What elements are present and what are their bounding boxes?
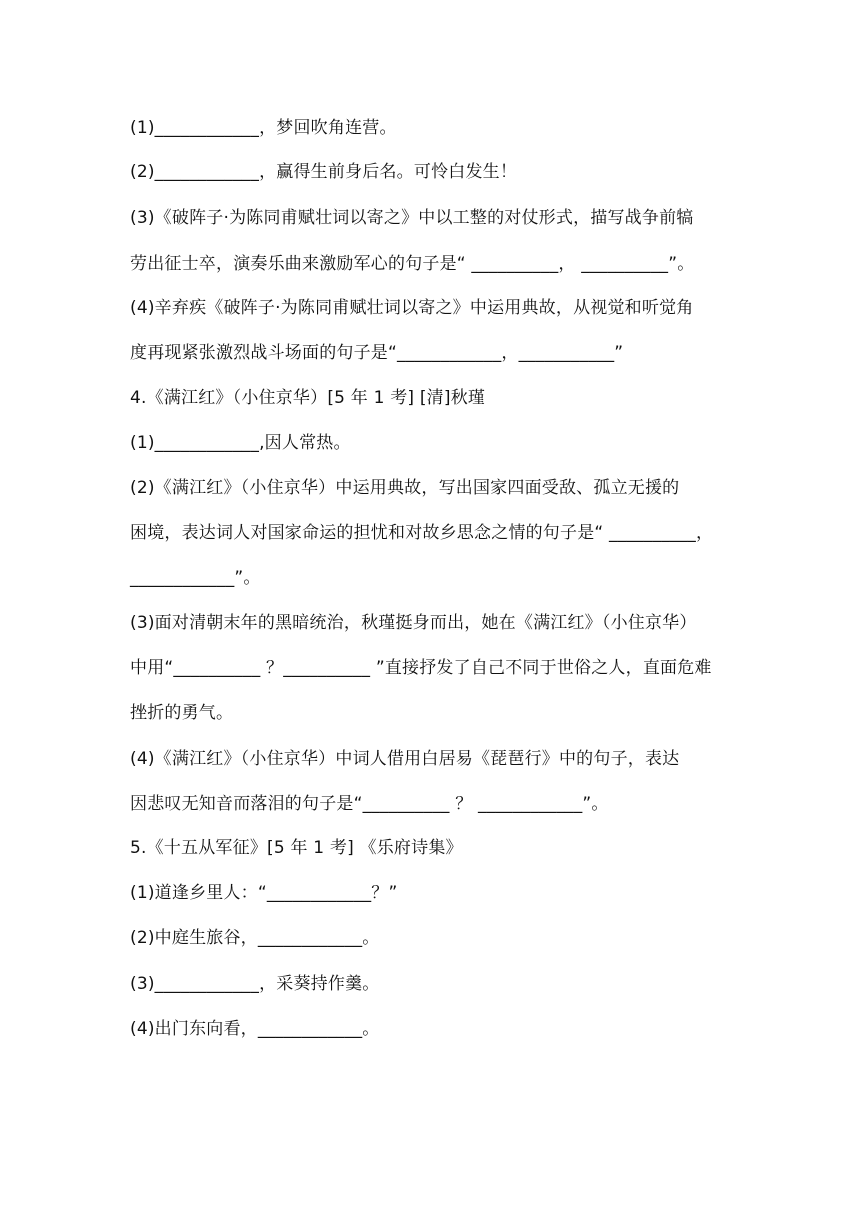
q4-item-2-line-3: ____________”。 [130, 568, 261, 588]
q5-item-4: (4)出门东向看，____________。 [130, 1019, 380, 1039]
q3-item-2: (2)____________，赢得生前身后名。可怜白发生！ [130, 162, 518, 182]
q5-item-3: (3)____________，采葵持作羹。 [130, 974, 380, 994]
q4-item-4-line-1: (4)《满江红》（小住京华）中词人借用白居易《琵琶行》中的句子，表达 [130, 749, 680, 769]
q4-item-1: (1)____________,因人常热。 [130, 433, 351, 453]
section-5-heading: 5.《十五从军征》[5 年 1 考] 《乐府诗集》 [130, 838, 463, 858]
q3-item-4-line-1: (4)辛弃疾《破阵子·为陈同甫赋壮词以寄之》中运用典故，从视觉和听觉角 [130, 298, 694, 318]
q4-item-3-line-2: 中用“__________ ？__________ ”直接抒发了自己不同于世俗之人，直面危难 [130, 658, 712, 678]
q4-item-3-line-1: (3)面对清朝末年的黑暗统治，秋瑾挺身而出，她在《满江红》（小住京华） [130, 613, 697, 633]
q3-item-3-line-2: 劳出征士卒，演奏乐曲来激励军心的句子是“ __________， __________”。 [130, 254, 695, 274]
q4-item-2-line-2: 困境，表达词人对国家命运的担忧和对故乡思念之情的句子是“ __________， [130, 523, 714, 543]
q5-item-1: (1)道逢乡里人：“____________？” [130, 883, 398, 903]
q3-item-4-line-2: 度再现紧张激烈战斗场面的句子是“____________，___________” [130, 343, 624, 363]
q5-item-2: (2)中庭生旅谷，____________。 [130, 928, 380, 948]
q4-item-2-line-1: (2)《满江红》（小住京华）中运用典故，写出国家四面受敌、孤立无援的 [130, 478, 680, 498]
q3-item-1: (1)____________，梦回吹角连营。 [130, 118, 397, 138]
section-4-heading: 4.《满江红》（小住京华）[5 年 1 考] [清]秋瑾 [130, 388, 486, 408]
q4-item-4-line-2: 因悲叹无知音而落泪的句子是“__________ ？ ____________”。 [130, 794, 609, 814]
q4-item-3-line-3: 挫折的勇气。 [130, 703, 234, 723]
q3-item-3-line-1: (3)《破阵子·为陈同甫赋壮词以寄之》中以工整的对仗形式，描写战争前犒 [130, 208, 694, 228]
